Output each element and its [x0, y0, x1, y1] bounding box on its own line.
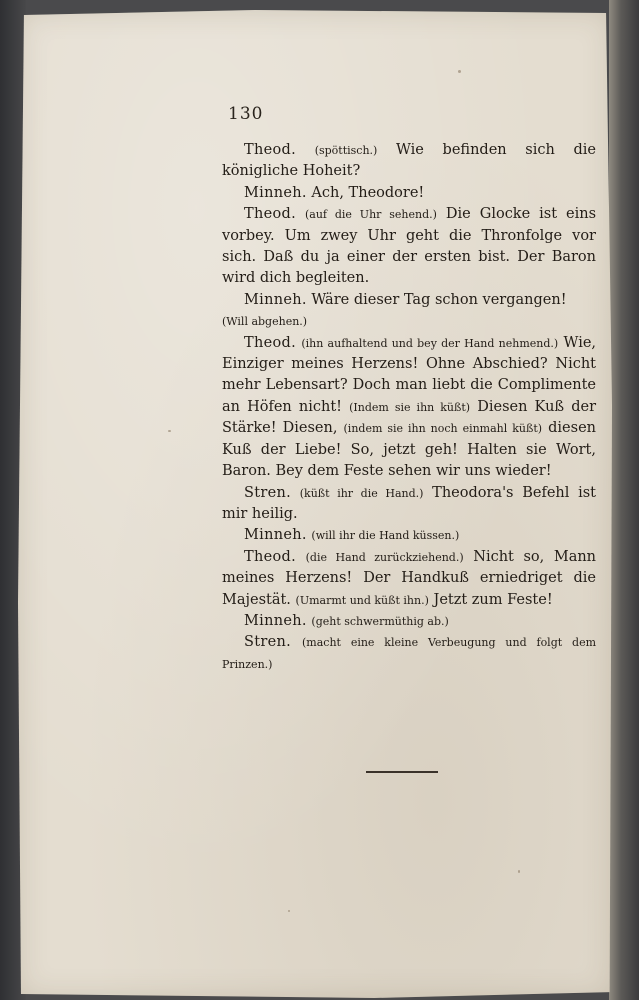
- dialogue: Wie, Einziger meines Herzens! Ohne Abschied? Nicht mehr Lebensart? Doch man liebt die Complimente an Höfen nicht!: [222, 334, 597, 415]
- dialogue: Diesen Kuß der Stärke! Diesen,: [222, 398, 597, 437]
- line-3: [222, 204, 596, 290]
- stage-direction: (auf die Uhr sehend.): [305, 208, 437, 222]
- dialogue: Die Glocke ist eins vorbey. Um zwey Uhr geht die Thronfolge vor sich. Daß du ja einer der ersten bist. Der Baron wird dich begleiten.: [222, 206, 597, 287]
- dialogue: Ach, Theodore!: [311, 184, 425, 201]
- stage-direction: (Umarmt und küßt ihn.): [295, 593, 429, 607]
- play-text: [222, 140, 596, 675]
- stage-direction: (will ihr die Hand küssen.): [311, 529, 460, 543]
- line-9: [222, 611, 596, 632]
- end-divider: [366, 771, 438, 773]
- dialogue: Theodora's Befehl ist mir heilig.: [222, 484, 597, 522]
- dialogue: Wie befinden sich die königliche Hoheit?: [222, 142, 596, 180]
- line-5: [222, 333, 596, 483]
- line-6: [222, 483, 596, 526]
- speaker: Minneh.: [244, 527, 307, 544]
- speaker: Theod.: [244, 548, 297, 565]
- stage-direction: (ihn aufhaltend und bey der Hand nehmend.): [301, 336, 559, 350]
- page-number: 130: [228, 104, 264, 124]
- speaker: Stren.: [244, 484, 292, 501]
- speaker: Theod.: [244, 206, 297, 223]
- line-1: [222, 140, 596, 183]
- line-2: [222, 183, 596, 204]
- stage-direction: (geht schwermüthig ab.): [311, 614, 449, 628]
- dialogue: Jetzt zum Feste!: [433, 591, 553, 608]
- speaker: Minneh.: [244, 612, 307, 629]
- line-4-exit: [222, 311, 596, 332]
- line-10: [222, 632, 596, 675]
- stage-direction: (macht eine kleine Verbeugung und folgt dem Prinzen.): [222, 636, 597, 671]
- stage-direction: (Indem sie ihn küßt): [349, 400, 471, 414]
- stage-direction: (indem sie ihn noch einmahl küßt): [343, 422, 543, 436]
- speaker: Minneh.: [244, 291, 307, 308]
- dialogue: Nicht so, Mann meines Herzens! Der Handkuß erniedriget die Majestät.: [222, 548, 597, 608]
- stage-direction: (küßt ihr die Hand.): [299, 486, 424, 500]
- speaker: Stren.: [244, 634, 292, 651]
- speaker: Minneh.: [244, 184, 307, 201]
- line-8: [222, 547, 596, 611]
- speaker: Theod.: [244, 334, 297, 351]
- backdrop-right: [609, 0, 639, 1000]
- line-7: [222, 525, 596, 546]
- stage-direction: (Will abgehen.): [222, 315, 308, 329]
- dialogue: Wäre dieser Tag schon vergangen!: [311, 291, 567, 308]
- line-4: [222, 290, 596, 311]
- stage-direction: (die Hand zurückziehend.): [305, 550, 464, 564]
- stage-direction: (spöttisch.): [314, 144, 378, 157]
- speaker: Theod.: [244, 142, 297, 158]
- dialogue: diesen Kuß der Liebe! So, jetzt geh! Halten sie Wort, Baron. Bey dem Feste sehen wir uns wieder!: [222, 420, 596, 480]
